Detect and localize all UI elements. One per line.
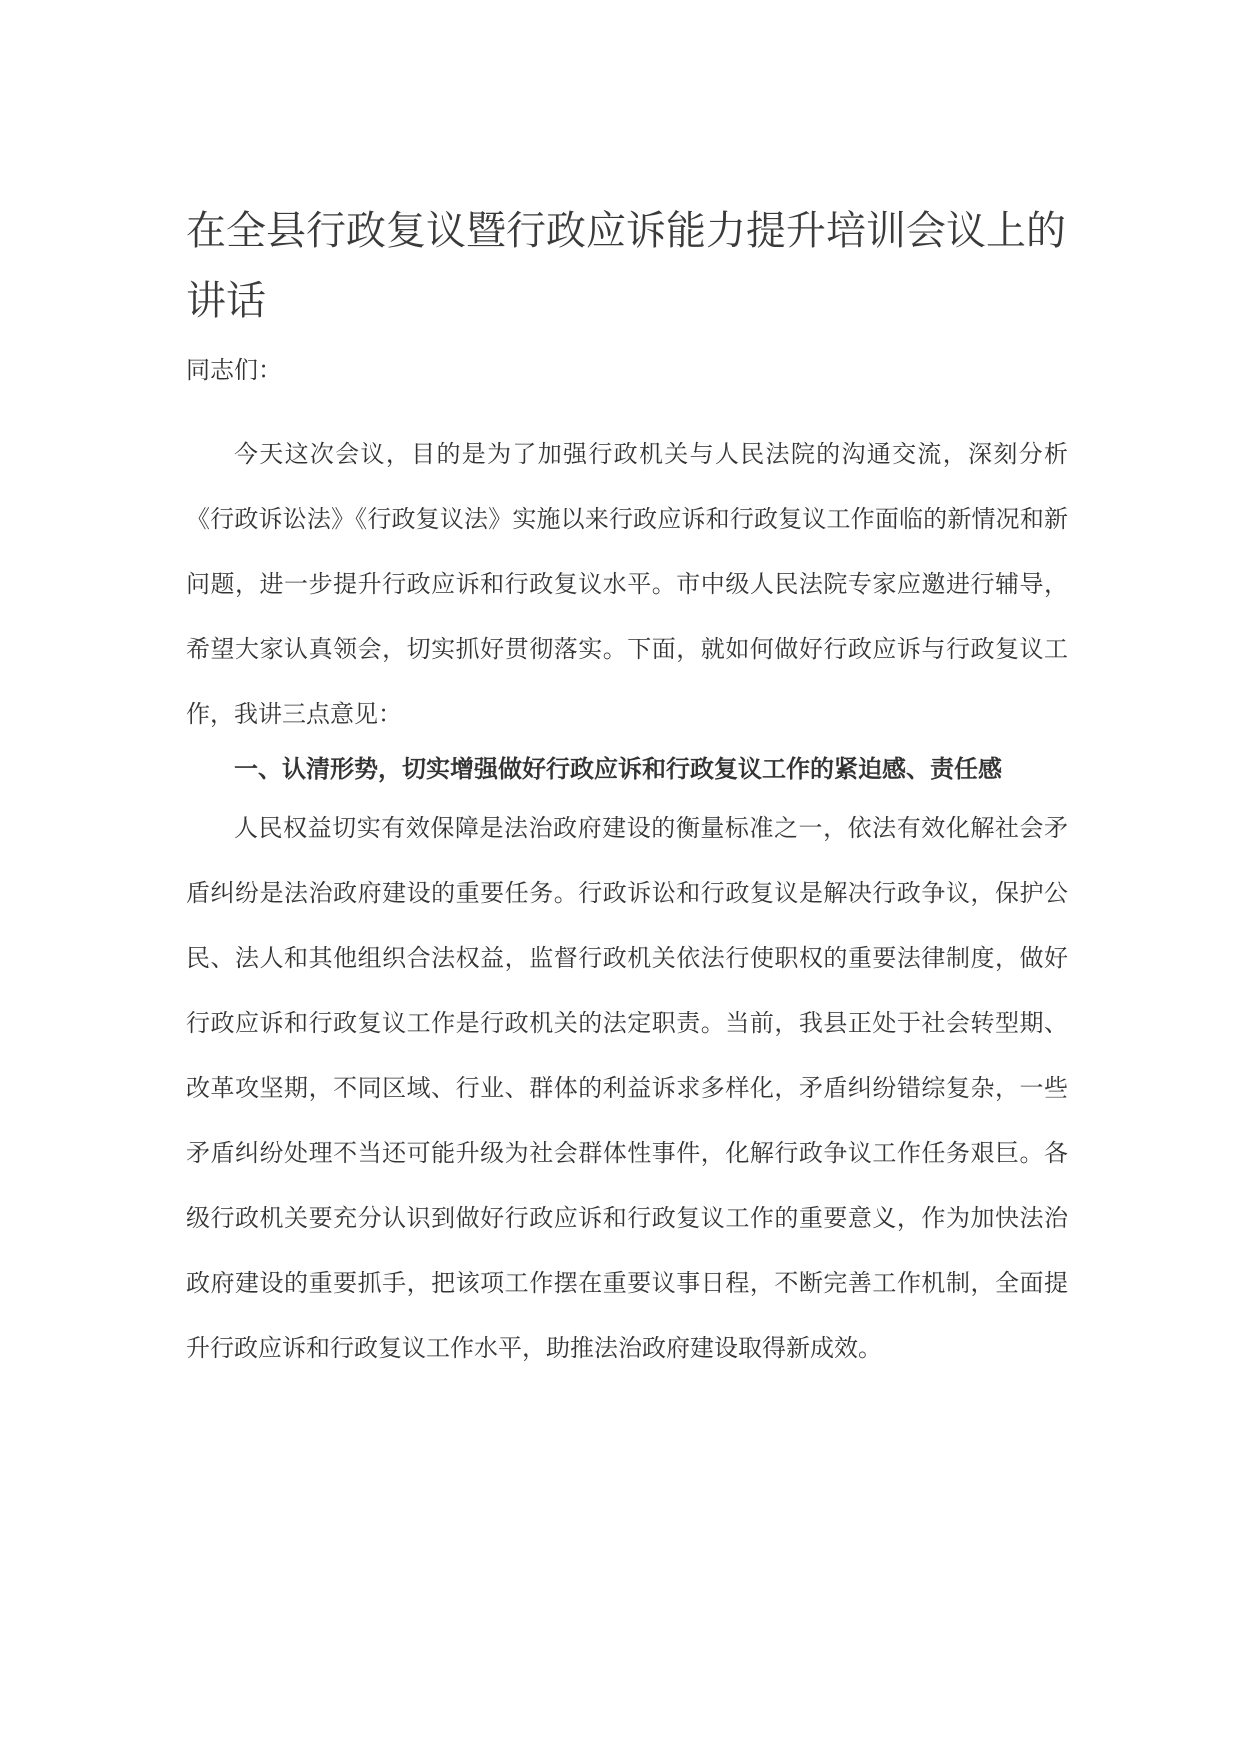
body-paragraph-2: 人民权益切实有效保障是法治政府建设的衡量标准之一，依法有效化解社会矛盾纠纷是法治政府建设的重要任务。行政诉讼和行政复议是解决行政争议，保护公民、法人和其他组织合法权益，监督行政机关依法行使职权的重要法律制度，做好行政应诉和行政复议工作是行政机关的法定职责。当前，我县正处于社会转型期、改革攻坚期，不同区域、行业、群体的利益诉求多样化，矛盾纠纷错综复杂，一些矛盾纠纷处理不当还可能升级为社会群体性事件，化解行政争议工作任务艰巨。各级行政机关要充分认识到做好行政应诉和行政复议工作的重要意义，作为加快法治政府建设的重要抓手，把该项工作摆在重要议事日程，不断完善工作机制，全面提升行政应诉和行政复议工作水平，助推法治政府建设取得新成效。 (186, 814, 1068, 1362)
body-paragraph-1: 今天这次会议，目的是为了加强行政机关与人民法院的沟通交流，深刻分析《行政诉讼法》《行政复议法》实施以来行政应诉和行政复议工作面临的新情况和新问题，进一步提升行政应诉和行政复议水平。市中级人民法院专家应邀进行辅导，希望大家认真领会，切实抓好贯彻落实。下面，就如何做好行政应诉与行政复议工作，我讲三点意见： (186, 440, 1068, 728)
section-heading-1: 一、认清形势，切实增强做好行政应诉和行政复议工作的紧迫感、责任感 (234, 755, 1002, 783)
document-title: 在全县行政复议暨行政应诉能力提升培训会议上的讲话 (186, 208, 1066, 324)
greeting: 同志们： (186, 356, 282, 384)
